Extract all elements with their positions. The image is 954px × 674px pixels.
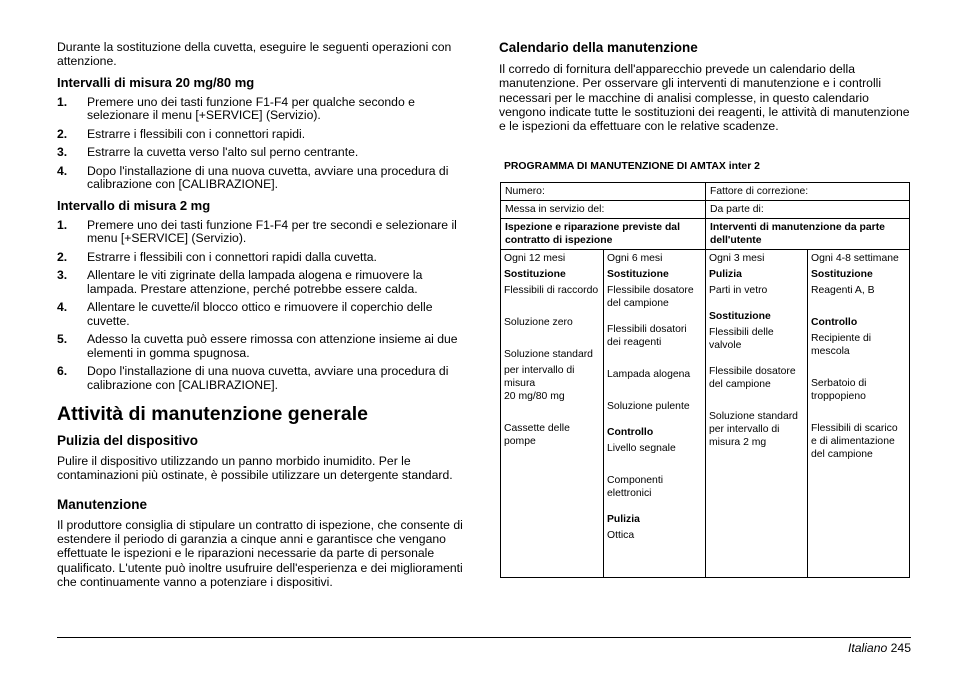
list-item: Flessibile dosatore del campione [709, 366, 796, 390]
list-item: Flessibili dosatori dei reagenti [607, 324, 687, 348]
left-column [57, 40, 469, 589]
maintenance-heading: Manutenzione [57, 496, 147, 512]
list-item: Componenti elettronici [607, 475, 664, 499]
step-text: Premere uno dei tasti funzione F1-F4 per tre secondi e selezionare il menu [+SERVICE] (Servizio). [87, 217, 457, 246]
intro-paragraph: Durante la sostituzione della cuvetta, eseguire le seguenti operazioni con attenzione. [57, 40, 452, 69]
list-item: Soluzione pulente [607, 401, 690, 412]
group-heading: Pulizia [709, 269, 742, 280]
step-item [57, 165, 469, 192]
list-item: Recipiente di mescola [811, 333, 872, 357]
group-heading: Sostituzione [811, 269, 873, 280]
step-item [57, 146, 469, 160]
interval-label: Ogni 4-8 settimane [811, 253, 899, 264]
maintenance-paragraph: Il produttore consiglia di stipulare un contratto di ispezione, che consente di estendere il periodo di garanzia a cinque anni e garantisce che vengano effettuate le ispezioni e le riparazioni necessarie da parte di personale qualificato. L'utente può inoltre usufruire dell'esperienza e dei miglioramenti che continuamente vanno a potenziare i dispositivi. [57, 517, 463, 589]
main-heading: Attività di manutenzione generale [57, 403, 368, 426]
column-4-8-weeks [807, 250, 909, 577]
list-item: Cassette delle pompe [504, 423, 570, 447]
list-item: Serbatoio di troppopieno [811, 378, 867, 402]
steps-list-20-80 [57, 96, 469, 192]
group-heading: Sostituzione [607, 269, 669, 280]
cleaning-paragraph: Pulire il dispositivo utilizzando un panno morbido inumidito. Per le contaminazioni più ostinate, è possibile utilizzare un detergente standard. [57, 454, 453, 483]
cleaning-heading: Pulizia del dispositivo [57, 433, 199, 449]
step-number: 5. [57, 332, 68, 347]
list-item: Soluzione standard per intervallo di misura 2 mg [709, 411, 798, 448]
step-item [57, 365, 469, 392]
list-item: Flessibili delle valvole [709, 327, 774, 351]
list-item: per intervallo di misura [504, 365, 575, 389]
step-number: 1. [57, 94, 68, 109]
section-title-20-80: Intervalli di misura 20 mg/80 mg [57, 74, 255, 90]
step-item [57, 219, 469, 246]
table-row [501, 219, 909, 250]
table-row [501, 183, 909, 201]
interval-label: Ogni 6 mesi [607, 253, 663, 264]
column-12-months [501, 250, 603, 577]
list-item: Soluzione standard [504, 349, 593, 360]
list-item: Lampada alogena [607, 369, 691, 380]
step-item [57, 269, 469, 296]
footer-divider [57, 637, 911, 638]
list-item: Flessibili di scarico e di alimentazione del campione [811, 423, 898, 460]
inspection-header-cell: Ispezione e riparazione previste dal contratto di ispezione [505, 222, 680, 246]
list-item: Reagenti A, B [811, 285, 875, 296]
step-number: 6. [57, 364, 68, 379]
step-text: Adesso la cuvetta può essere rimossa con attenzione insieme ai due elementi in gomma spugnosa. [87, 332, 458, 360]
steps-list-2mg [57, 219, 469, 393]
step-text: Estrarre i flessibili con i connettori rapidi dalla cuvetta. [87, 249, 377, 264]
by-whom-cell: Da parte di: [705, 201, 909, 218]
step-item [57, 251, 469, 265]
table-row [501, 250, 909, 577]
maintenance-schedule-table [500, 182, 910, 578]
step-text: Allentare le viti zigrinate della lampada alogena e rimuovere la lampada. Prestare attenzione, perché potrebbe essere calda. [87, 268, 423, 296]
calendar-heading: Calendario della manutenzione [499, 40, 698, 55]
table-title: PROGRAMMA DI MANUTENZIONE DI AMTAX inter 2 [504, 161, 760, 173]
step-number: 3. [57, 145, 68, 160]
step-number: 3. [57, 268, 68, 283]
column-3-months [705, 250, 807, 577]
step-number: 2. [57, 249, 68, 264]
page-number: 245 [890, 641, 911, 655]
group-heading: Pulizia [607, 514, 640, 525]
step-number: 2. [57, 126, 68, 141]
section-title-2mg: Intervallo di misura 2 mg [57, 197, 211, 213]
group-heading: Controllo [607, 427, 654, 438]
interval-label: Ogni 12 mesi [504, 253, 566, 264]
group-heading: Sostituzione [504, 269, 566, 280]
list-item: 20 mg/80 mg [504, 391, 565, 402]
step-text: Estrarre i flessibili con i connettori rapidi. [87, 126, 306, 141]
user-maintenance-header-cell: Interventi di manutenzione da parte dell'utente [705, 219, 909, 249]
list-item: Soluzione zero [504, 317, 573, 328]
step-item [57, 333, 469, 360]
column-6-months [603, 250, 705, 577]
right-column [499, 40, 911, 173]
step-text: Estrarre la cuvetta verso l'alto sul perno centrante. [87, 145, 359, 160]
list-item: Livello segnale [607, 443, 676, 454]
calendar-paragraph: Il corredo di fornitura dell'apparecchio prevede un calendario della manutenzione. Per osservare gli interventi di manutenzione e i controlli necessari per le macchine di analisi complesse, in questo calendario vengono indicate tutte le sostituzioni dei reagenti, le attività di manutenzione e le ispezioni da effettuare con le relative scadenze. [499, 62, 910, 134]
table-row [501, 201, 909, 219]
step-text: Dopo l'installazione di una nuova cuvetta, avviare una procedura di calibrazione con [CALIBRAZIONE]. [87, 163, 449, 192]
step-item [57, 96, 469, 123]
step-text: Allentare le cuvette/il blocco ottico e rimuovere il coperchio delle cuvette. [87, 300, 433, 328]
commissioning-cell: Messa in servizio del: [505, 204, 605, 215]
step-number: 1. [57, 217, 68, 232]
step-number: 4. [57, 163, 68, 178]
footer-language: Italiano [847, 641, 888, 655]
correction-factor-cell: Fattore di correzione: [705, 183, 909, 200]
step-item [57, 301, 469, 328]
step-item [57, 128, 469, 142]
number-cell: Numero: [505, 186, 545, 197]
step-number: 4. [57, 300, 68, 315]
step-text: Premere uno dei tasti funzione F1-F4 per qualche secondo e selezionare il menu [+SERVICE] (Servizio). [87, 94, 415, 123]
interval-label: Ogni 3 mesi [709, 253, 765, 264]
group-heading: Sostituzione [709, 311, 771, 322]
list-item: Flessibili di raccordo [504, 285, 599, 296]
list-item: Parti in vetro [709, 285, 768, 296]
list-item: Ottica [607, 530, 635, 541]
group-heading: Controllo [811, 317, 858, 328]
list-item: Flessibile dosatore del campione [607, 285, 694, 309]
page-footer [848, 641, 911, 655]
step-text: Dopo l'installazione di una nuova cuvetta, avviare una procedura di calibrazione con [CALIBRAZIONE]. [87, 364, 449, 392]
